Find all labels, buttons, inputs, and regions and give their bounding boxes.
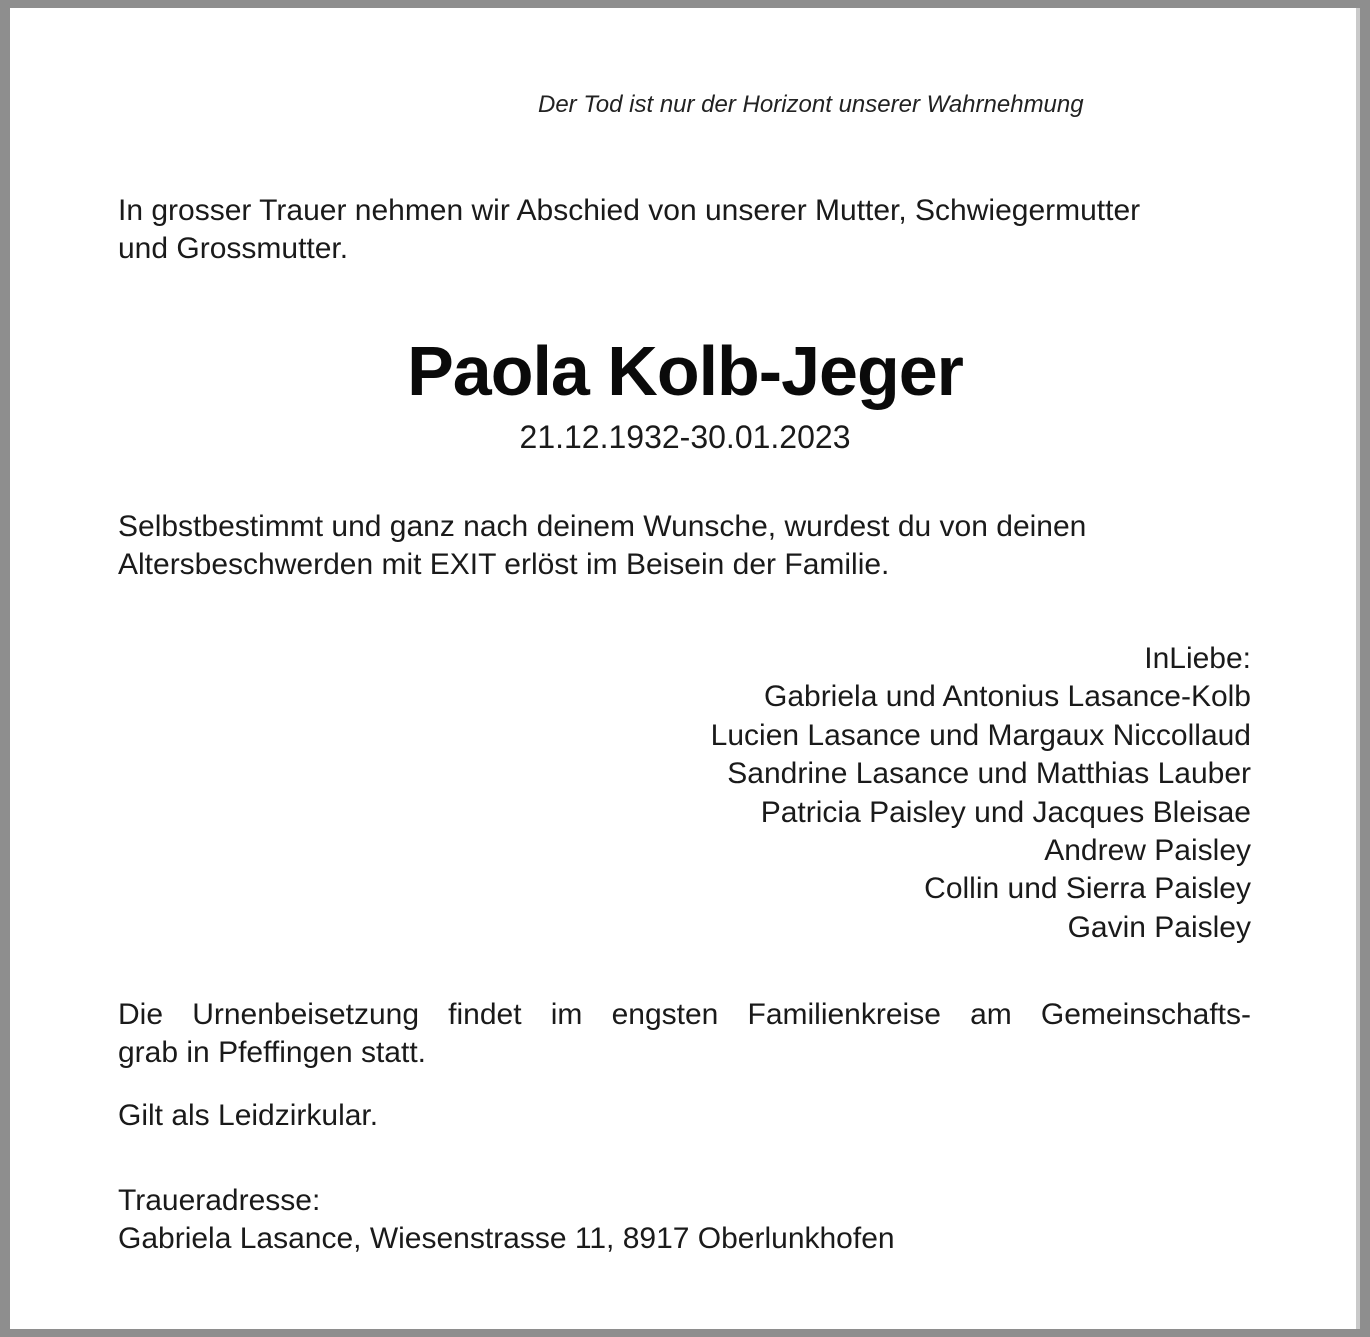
circular-note: Gilt als Leidzirkular.: [118, 1099, 379, 1132]
mourner-name: Andrew Paisley: [1044, 834, 1251, 868]
mourning-address-label: Traueradresse:: [118, 1184, 321, 1217]
mourner-name: Lucien Lasance und Margaux Niccollaud: [710, 718, 1251, 752]
intro-paragraph: [118, 192, 1251, 268]
mourners-heading: InLiebe:: [1144, 642, 1251, 675]
mourner-name: Gavin Paisley: [1067, 910, 1251, 944]
burial-line-1: Die Urnenbeisetzung findet im engsten Familienkreise am Gemeinschafts-: [118, 998, 1251, 1031]
self-determined-line-2: Altersbeschwerden mit EXIT erlöst im Beisein der Familie.: [118, 548, 890, 581]
self-determined-line-1: Selbstbestimmt und ganz nach deinem Wunsche, wurdest du von deinen: [118, 510, 1087, 543]
motto-quote: Der Tod ist nur der Horizont unserer Wahrnehmung: [538, 91, 1084, 118]
mourner-name: Patricia Paisley und Jacques Bleisae: [760, 795, 1251, 829]
mourners-list: [711, 640, 1251, 947]
burial-paragraph: [118, 996, 1251, 1072]
mourning-address-value: Gabriela Lasance, Wiesenstrasse 11, 8917 Oberlunkhofen: [118, 1222, 895, 1255]
mourner-name: Gabriela und Antonius Lasance-Kolb: [763, 680, 1251, 714]
intro-line-1: In grosser Trauer nehmen wir Abschied von unserer Mutter, Schwiegermutter: [118, 194, 1141, 227]
life-dates: 21.12.1932-30.01.2023: [519, 419, 851, 455]
mourner-name: Sandrine Lasance und Matthias Lauber: [727, 757, 1251, 791]
intro-line-2: und Grossmutter.: [118, 232, 349, 265]
mourner-name: Collin und Sierra Paisley: [924, 872, 1251, 906]
self-determined-paragraph: [118, 508, 1251, 584]
burial-line-2: grab in Pfeffingen statt.: [118, 1036, 426, 1069]
mourning-address: [118, 1182, 895, 1258]
deceased-name: Paola Kolb-Jeger: [407, 332, 963, 410]
